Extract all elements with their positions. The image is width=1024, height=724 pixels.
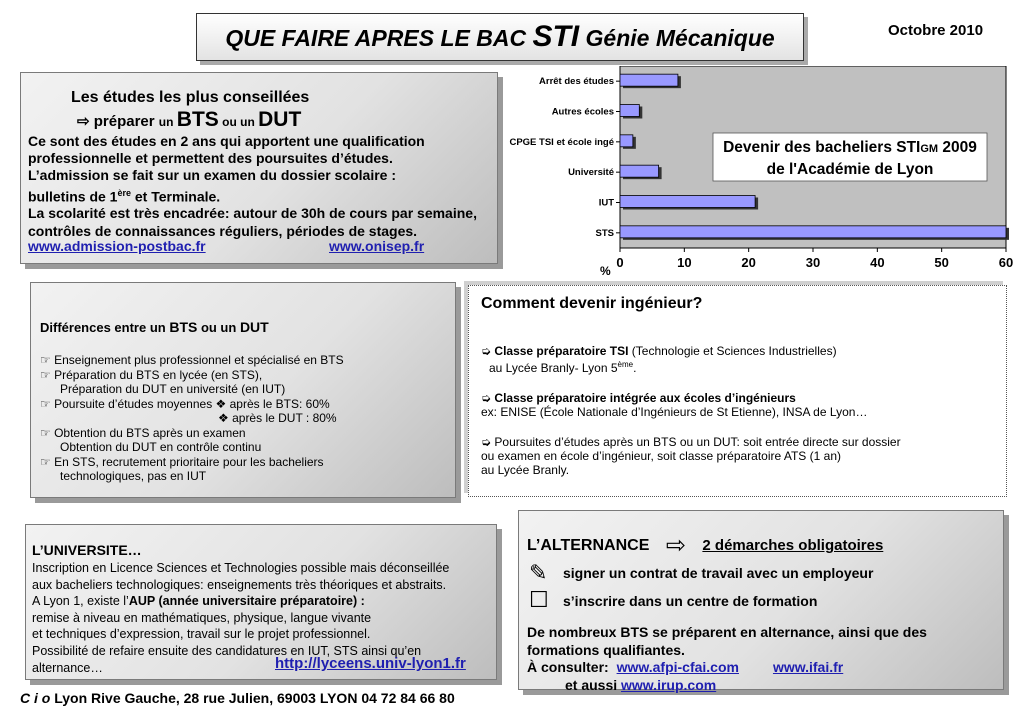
dut-label: DUT: [258, 108, 302, 131]
step2-text: s’inscrire dans un centre de formation: [563, 593, 818, 609]
un-text: un: [158, 115, 177, 129]
category-label: Arrêt des études: [539, 76, 614, 88]
tsi-bold: Classe préparatoire TSI: [491, 344, 629, 358]
page-title: [197, 20, 803, 54]
list-item: ❖ après le DUT : 80%: [218, 411, 337, 425]
studies-line: contrôles de connaissances réguliers, périodes de stages.: [28, 222, 418, 239]
differences-heading: [40, 319, 269, 335]
footer-address: [20, 690, 455, 706]
arrow-right-icon: ⇨: [77, 113, 90, 130]
alt-aussi-line: [527, 677, 927, 695]
unit-label: %: [600, 264, 611, 278]
x-tick-label: 50: [934, 255, 949, 270]
admission-postbac-link[interactable]: www.admission-postbac.fr: [28, 238, 206, 254]
diff-heading-mid: ou un: [197, 320, 240, 335]
univ-line: aux bacheliers technologiques: enseignements très théoriques et abstraits.: [32, 577, 447, 592]
arrow-right-icon: ⇨: [665, 532, 686, 559]
irup-link[interactable]: www.irup.com: [621, 676, 717, 693]
engineer-item-poursuite: [481, 435, 901, 449]
tsi-sup: ème: [617, 360, 634, 369]
title-banner: [196, 13, 804, 61]
poursuite-line1: Poursuites d’études après un BTS ou un DUT: soit entrée directe sur dossier: [491, 435, 901, 449]
list-item: ☞ En STS, recrutement prioritaire pour les bacheliers: [40, 454, 324, 469]
bar-0: [620, 74, 678, 86]
alt-bts: BTS: [620, 624, 649, 640]
studies-heading: Les études les plus conseillées: [71, 89, 310, 106]
alt-consult-line: [527, 659, 927, 677]
chart-title-line2: de l'Académie de Lyon: [766, 161, 934, 178]
list-item: Obtention du DUT en contrôle continu: [40, 440, 262, 454]
aup-pre: A Lyon 1, existe l’: [32, 594, 129, 609]
category-label: Université: [568, 167, 614, 179]
bar-2: [620, 135, 633, 147]
alt-line: [527, 624, 927, 642]
diff-heading-bts: BTS: [169, 319, 198, 335]
tsi-line2-pre: au Lycée Branly- Lyon 5: [489, 361, 618, 375]
tsi-rest: (Technologie et Sciences Industrielles): [628, 344, 837, 358]
alt-line: formations qualifiantes.: [527, 641, 685, 658]
list-item: technologiques, pas en IUT: [40, 469, 207, 483]
bts-label: BTS: [176, 108, 219, 131]
date-label: Octobre 2010: [888, 22, 984, 39]
bulletins-sup: ère: [117, 187, 131, 198]
bar-3: [620, 165, 659, 177]
chart-title-line1: Devenir des bacheliers STIGM 2009: [723, 139, 977, 156]
differences-list: [40, 353, 344, 484]
alternance-heading: [527, 531, 883, 560]
step1-text: signer un contrat de travail avec un employeur: [563, 565, 874, 581]
studies-line: professionnelle et permettent des poursuites d’études.: [28, 150, 393, 167]
alternance-body: [527, 624, 927, 694]
tsi-line2-post: .: [633, 361, 637, 375]
bar-chart: [500, 66, 1020, 280]
engineer-box: [468, 285, 1007, 497]
differences-box: [30, 282, 456, 498]
chart-area: [500, 66, 1020, 280]
bar-5: [620, 226, 1006, 238]
arrow-icon: ➭: [481, 435, 492, 449]
consult-label: À consulter:: [527, 659, 609, 675]
x-tick-label: 30: [805, 255, 821, 270]
univ-line: Possibilité de refaire ensuite des candidatures en IUT, STS ainsi qu’en: [32, 643, 422, 658]
alt-pre: De nombreux: [527, 624, 621, 640]
university-heading: L’UNIVERSITE…: [32, 542, 142, 558]
studies-line: L’admission se fait sur un examen du dossier scolaire :: [28, 167, 397, 184]
univ-lyon1-link[interactable]: http://lyceens.univ-lyon1.fr: [275, 655, 466, 672]
x-tick-label: 10: [677, 255, 692, 270]
diff-heading-pre: Différences entre un: [40, 320, 170, 335]
studies-line: Ce sont des études en 2 ans qui apportent une qualification: [28, 133, 425, 149]
bar-4: [620, 196, 755, 208]
ifai-link[interactable]: www.ifai.fr: [772, 659, 844, 675]
x-tick-label: 60: [998, 255, 1014, 270]
univ-line: alternance…: [32, 660, 103, 675]
bulletins-pre: bulletins de 1: [28, 188, 118, 205]
aussi-label: et aussi: [565, 676, 618, 693]
studies-line: [28, 185, 477, 206]
engineer-heading: Comment devenir ingénieur?: [481, 295, 703, 312]
steps-label: 2 démarches obligatoires: [702, 537, 884, 554]
studies-subheading: [77, 108, 301, 132]
poursuite-line3: au Lycée Branly.: [481, 463, 570, 477]
category-label: Autres écoles: [551, 106, 614, 118]
univ-line: remise à niveau en mathématiques, physique, langue vivante: [32, 610, 372, 625]
prep-text: préparer: [89, 113, 159, 130]
studies-line: La scolarité est très encadrée: autour de 30h de cours par semaine,: [28, 205, 477, 222]
title-suffix: Génie Mécanique: [579, 25, 775, 51]
engineer-item-tsi: [481, 344, 901, 358]
list-item: ☞ Poursuite d’études moyennes ❖ après le BTS: 60%: [40, 396, 330, 411]
univ-line: [32, 593, 449, 610]
bar-1: [620, 105, 639, 117]
poursuite-line2: ou examen en école d’ingénieur, soit classe préparatoire ATS (1 an): [481, 449, 841, 463]
ou-un-text: ou un: [218, 115, 259, 129]
alternance-box: [518, 510, 1004, 693]
univ-line: Inscription en Licence Sciences et Technologies possible mais déconseillée: [32, 561, 450, 575]
title-sti: STI: [532, 20, 580, 53]
x-tick-label: 0: [616, 255, 624, 270]
checkbox-icon: ☐: [529, 587, 549, 612]
univ-line: et techniques d’expression, travail sur le projet professionnel.: [32, 627, 371, 642]
category-label: IUT: [598, 197, 614, 209]
university-box: [25, 524, 497, 680]
engineer-item-integrated: [481, 391, 901, 405]
title-prefix: QUE FAIRE APRES LE BAC: [225, 25, 533, 51]
category-label: STS: [595, 227, 614, 239]
list-item: Préparation du DUT en université (en IUT): [40, 382, 286, 396]
studies-box: [20, 72, 498, 264]
pen-icon: ✎: [529, 560, 548, 585]
list-item: ☞ Obtention du BTS après un examen: [40, 425, 246, 440]
engineer-body: [481, 344, 901, 477]
cio-label: C i o: [20, 690, 51, 706]
alternance-title: L’ALTERNANCE: [527, 537, 650, 554]
alt-post: se préparent en alternance, ainsi que des: [648, 624, 927, 640]
address-text: Lyon Rive Gauche, 28 rue Julien, 69003 LYON 04 72 84 66 80: [50, 690, 455, 706]
x-tick-label: 20: [741, 255, 756, 270]
diff-heading-dut: DUT: [239, 319, 269, 335]
list-item: ☞ Préparation du BTS en lycée (en STS),: [40, 367, 263, 382]
x-tick-label: 40: [870, 255, 885, 270]
engineer-item-tsi-line2: [481, 358, 901, 375]
studies-body: [28, 133, 477, 240]
arrow-icon: ➭: [481, 391, 492, 405]
aup-bold: AUP (année universitaire préparatoire) :: [128, 594, 365, 609]
integrated-bold: Classe préparatoire intégrée aux écoles d’ingénieurs: [491, 391, 796, 405]
onisep-link[interactable]: www.onisep.fr: [329, 238, 425, 254]
category-label: CPGE TSI et école ingé: [509, 136, 614, 148]
arrow-icon: ➭: [481, 344, 492, 358]
bulletins-post: et Terminale.: [130, 188, 221, 205]
afpi-link[interactable]: www.afpi-cfai.com: [616, 659, 739, 675]
list-item: ☞ Enseignement plus professionnel et spécialisé en BTS: [40, 353, 344, 367]
integrated-line2: ex: ENISE (École Nationale d’Ingénieurs de St Etienne), INSA de Lyon…: [481, 405, 868, 419]
